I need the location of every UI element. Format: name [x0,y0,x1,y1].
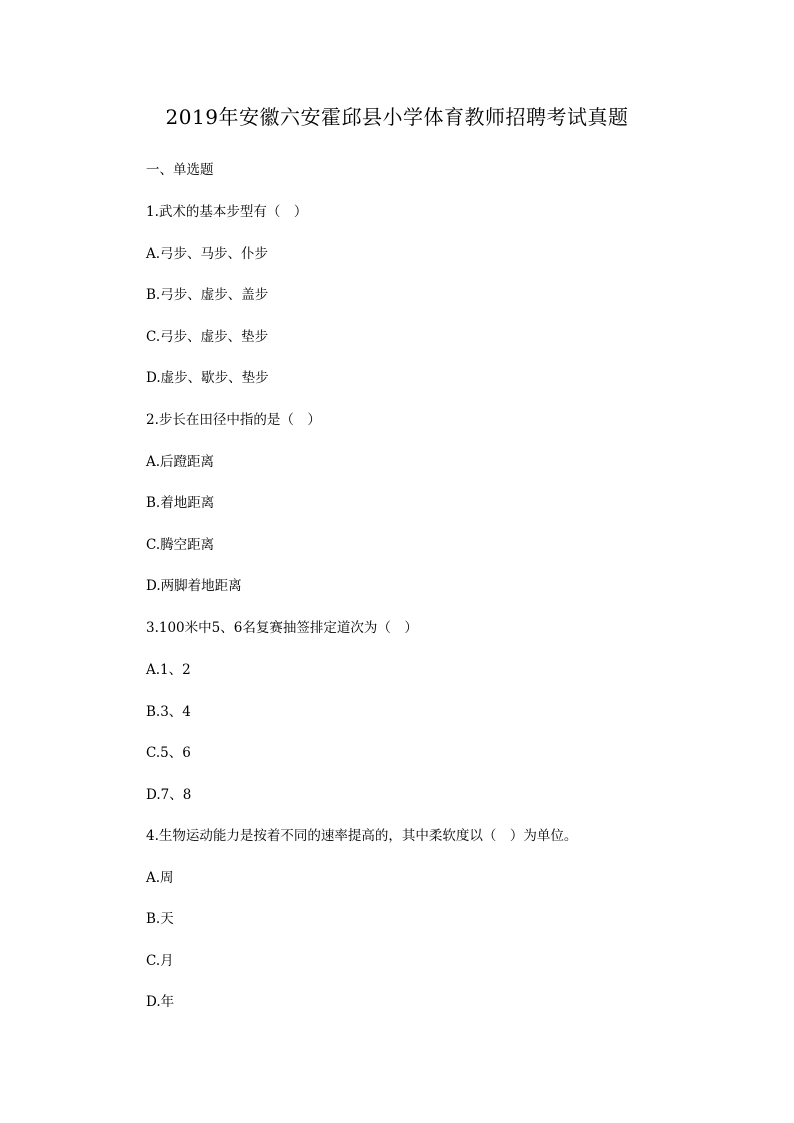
question-2-option-d: D.两脚着地距离 [146,578,242,594]
question-4-option-c: C.月 [146,953,174,969]
question-1-option-b: B.弓步、虚步、盖步 [146,287,269,303]
question-3-option-d: D.7、8 [146,787,192,803]
question-3-option-a: A.1、2 [146,662,191,678]
question-2-option-c: C.腾空距离 [146,537,215,553]
question-4-option-d: D.年 [146,994,175,1010]
question-4-option-b: B.天 [146,911,174,927]
section-heading: 一、单选题 [146,162,214,178]
question-3-stem: 3.100米中5、6名复赛抽签排定道次为（ ） [146,620,418,636]
question-2-option-b: B.着地距离 [146,495,215,511]
question-2-option-a: A.后蹬距离 [146,454,215,470]
question-1-stem: 1.武术的基本步型有（ ） [146,204,308,220]
question-1-option-c: C.弓步、虚步、垫步 [146,329,269,345]
page-title: 2019年安徽六安霍邱县小学体育教师招聘考试真题 [165,105,629,129]
question-1-option-a: A.弓步、马步、仆步 [146,246,269,262]
question-3-option-c: C.5、6 [146,745,191,761]
question-1-option-d: D.虚步、歇步、垫步 [146,370,269,386]
question-4-stem: 4.生物运动能力是按着不同的速率提高的，其中柔软度以（ ）为单位。 [146,828,578,844]
question-2-stem: 2.步长在田径中指的是（ ） [146,412,321,428]
question-3-option-b: B.3、4 [146,704,191,720]
question-4-option-a: A.周 [146,870,174,886]
